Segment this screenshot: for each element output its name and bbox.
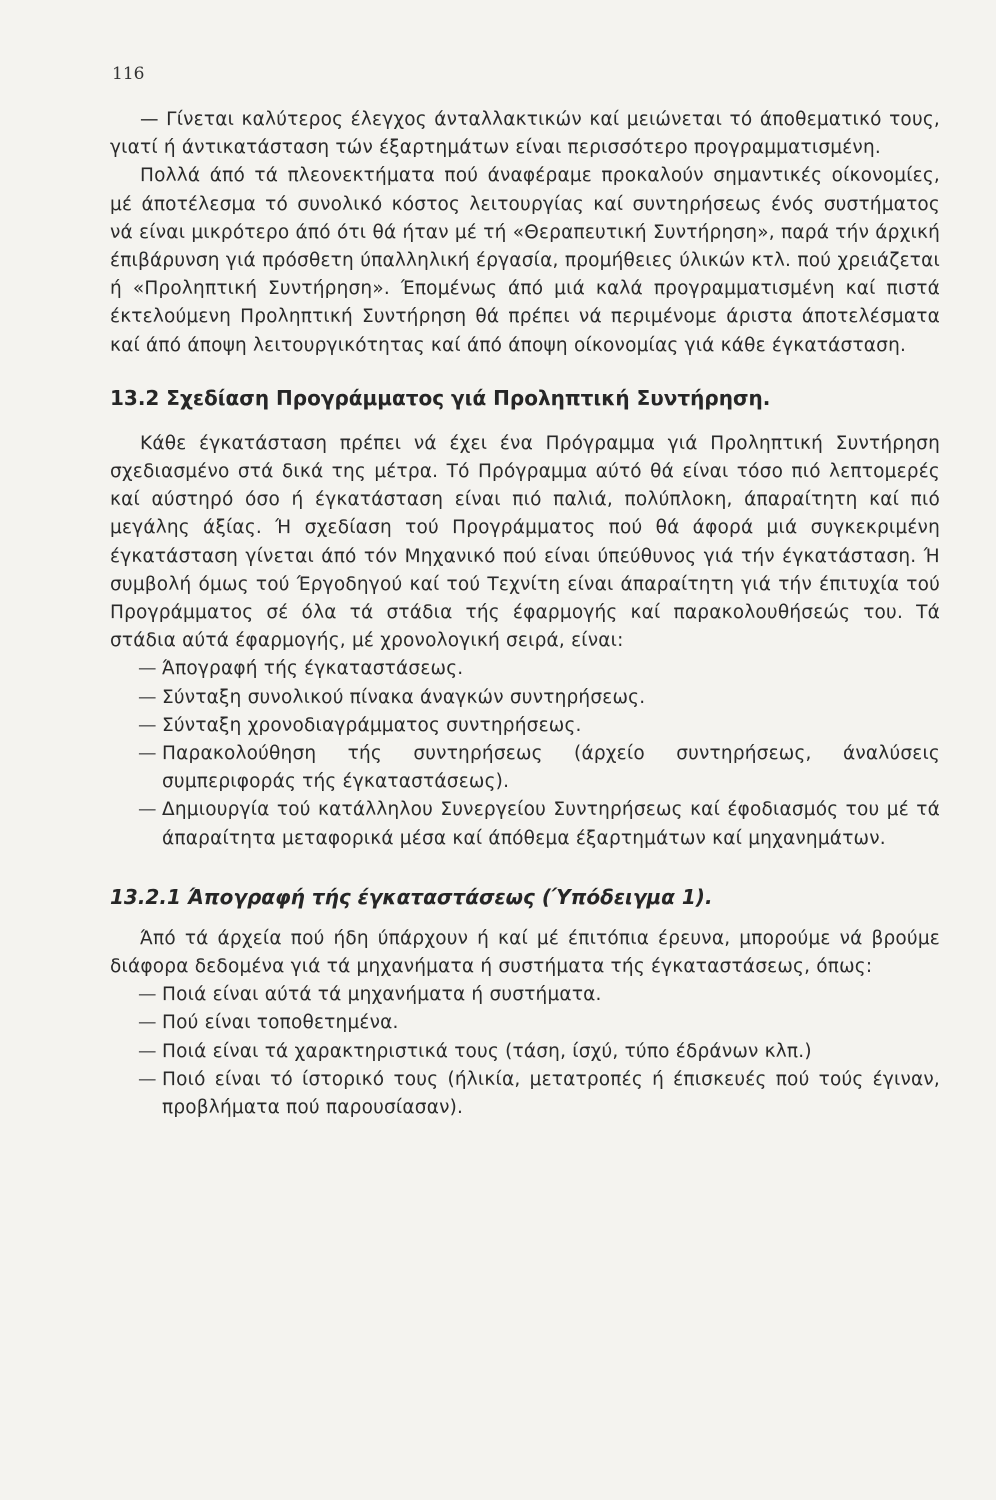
intro-second-paragraph: Πολλά άπό τά πλεονεκτήματα πού άναφέραμε προκαλούν σημαντικές οίκονομίες, μέ άποτέλεσμα τό συνολικό κόστος λειτουργίας καί συντηρήσεως ένός συστήματος νά είναι μικρότερο άπό ότι θά ήταν μέ τή «Θεραπευτική Συντήρηση», παρά τήν άρχική έπιβάρυνση γιά πρόσθετη ύπαλληλική έργασία, προμήθειες ύλικών κτλ. πού χρειάζεται ή «Προληπτική Συντήρηση». Έπομένως άπό μιά καλά προγραμματισμένη καί πιστά έκτελούμενη Προληπτική Συντήρηση θά πρέπει νά περιμένομε άριστα άποτελέσματα καί άπό άποψη λειτουργικότητας καί άπό άποψη οίκονομίας γιά κάθε έγκατάσταση. [110, 165, 940, 356]
section-13-2-1-paragraph: Άπό τά άρχεία πού ήδη ύπάρχουν ή καί μέ έπιτόπια έρευνα, μπορούμε νά βρούμε διάφορα δεδομένα γιά τά μηχανήματα ή συστήματα τής έγκαταστάσεως, όπως: [110, 927, 940, 978]
stages-list [110, 655, 940, 852]
section-13-2-1-heading: 13.2.1 Άπογραφή τής έγκαταστάσεως (Ύπόδειγμα 1). [110, 884, 713, 909]
list-item: — Άπογραφή τής έγκαταστάσεως. [110, 655, 940, 683]
list-item: — Σύνταξη χρονοδιαγράμματος συντηρήσεως. [110, 712, 940, 740]
page-number: 116 [112, 64, 145, 84]
list-item: — Δημιουργία τού κατάλληλου Συνεργείου Συντηρήσεως καί έφοδιασμός του μέ τά άπαραίτητα μεταφορικά μέσα καί άπόθεμα έξαρτημάτων καί μηχανημάτων. [110, 796, 940, 852]
list-item: — Ποιά είναι αύτά τά μηχανήματα ή συστήματα. [110, 981, 940, 1009]
section-13-2-heading: 13.2 Σχεδίαση Προγράμματος γιά Προληπτική Συντήρηση. [110, 385, 771, 410]
list-item: — Ποιά είναι τά χαρακτηριστικά τους (τάση, ίσχύ, τύπο έδράνων κλπ.) [110, 1038, 940, 1066]
list-item: — Παρακολούθηση τής συντηρήσεως (άρχείο συντηρήσεως, άναλύσεις συμπεριφοράς τής έγκαταστάσεως). [110, 740, 940, 796]
list-item: — Σύνταξη συνολικού πίνακα άναγκών συντηρήσεως. [110, 684, 940, 712]
intro-first-paragraph: — Γίνεται καλύτερος έλεγχος άνταλλακτικών καί μειώνεται τό άποθεματικό τους, γιατί ή άντικατάσταση τών έξαρτημάτων είναι περισσότερο προγραμματισμένη. [110, 109, 940, 159]
section-13-2-paragraph: Κάθε έγκατάσταση πρέπει νά έχει ένα Πρόγραμμα γιά Προληπτική Συντήρηση σχεδιασμένο στά δικά της μέτρα. Τό Πρόγραμμα αύτό θά είναι τόσο πιό λεπτομερές καί αύστηρό όσο ή έγκατάσταση είναι πιό παλιά, πολύπλοκη, άπαραίτητη καί πιό μεγάλης άξίας. Ή σχεδίαση τού Προγράμματος πού θά άφορά μιά συγκεκριμένη έγκατάσταση γίνεται άπό τόν Μηχανικό πού είναι ύπεύθυνος γιά τήν έγκατάσταση. Ή συμβολή όμως τού Έργοδηγού καί τού Τεχνίτη είναι άπαραίτητη γιά τήν έπιτυχία τού Προγράμματος σέ όλα τά στάδια τής έφαρμογής καί παρακολουθήσεώς του. Τά στάδια αύτά έφαρμογής, μέ χρονολογική σειρά, είναι: [110, 432, 940, 652]
data-items-list [110, 981, 940, 1122]
list-item: — Ποιό είναι τό ίστορικό τους (ήλικία, μετατροπές ή έπισκευές πού τούς έγιναν, προβλήματα πού παρουσίασαν). [110, 1066, 940, 1122]
list-item: — Πού είναι τοποθετημένα. [110, 1009, 940, 1037]
page-content [110, 106, 940, 1122]
